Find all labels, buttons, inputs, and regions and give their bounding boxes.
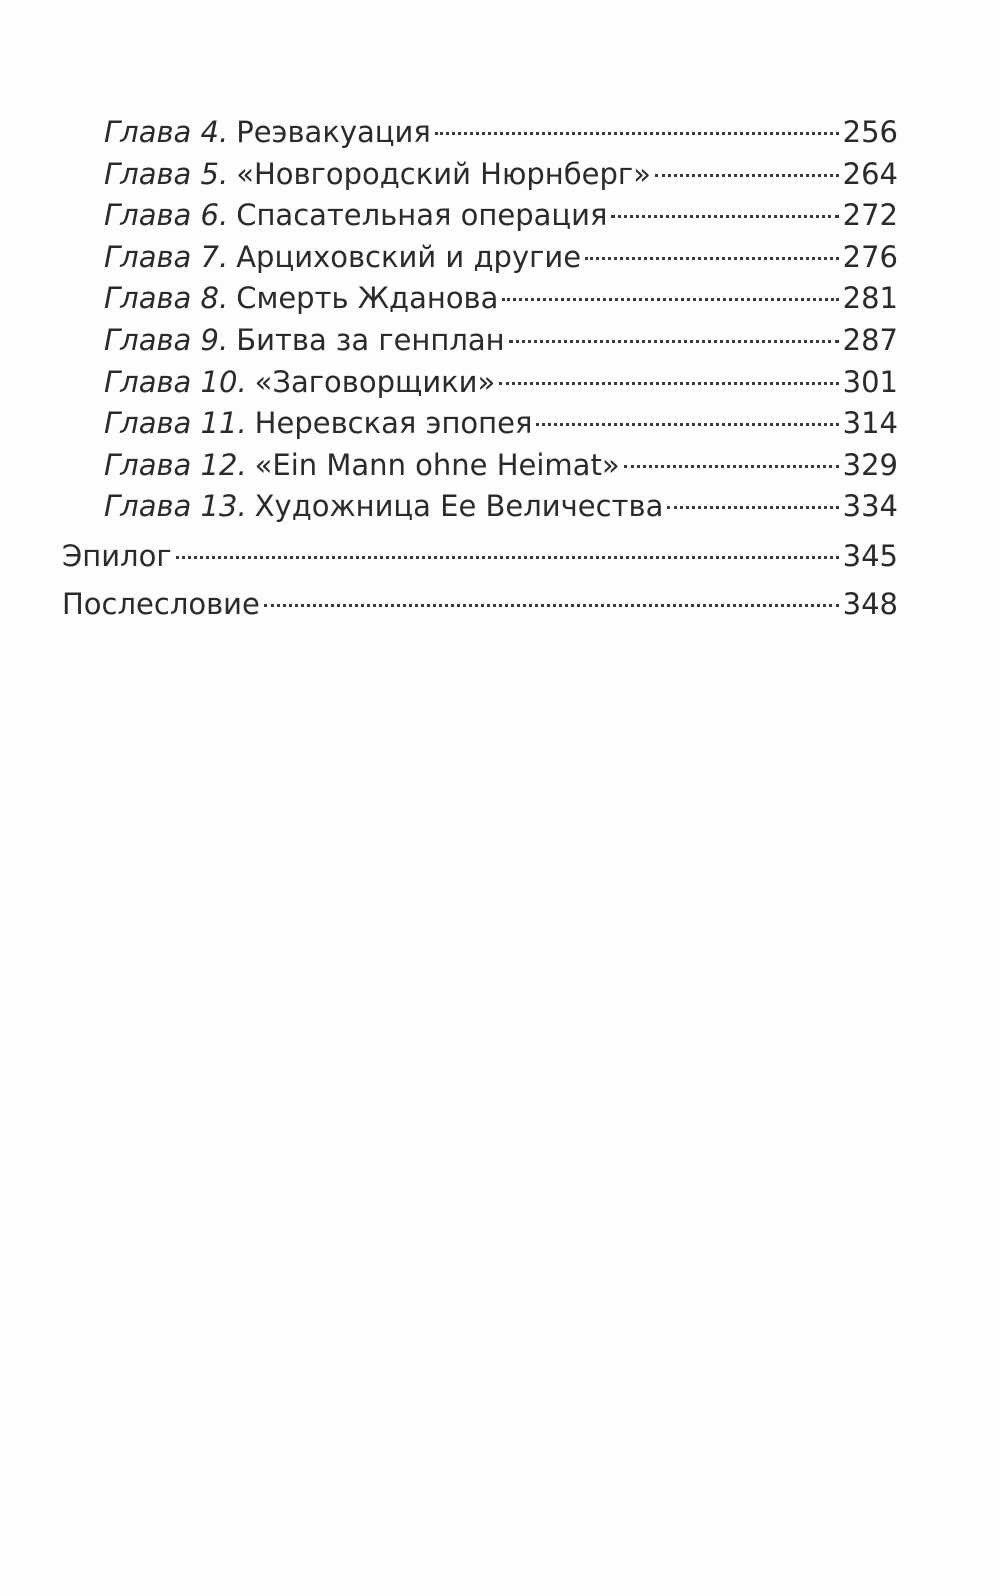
toc-entry-chapter-9	[62, 320, 898, 362]
chapter-title: Художница Ее Величества	[254, 489, 664, 524]
dot-leader	[585, 257, 839, 260]
chapter-title: «Заговорщики»	[254, 364, 496, 399]
toc-entry-chapter-11	[62, 403, 898, 445]
chapter-number: Глава 8.	[104, 281, 229, 316]
toc-entry-afterword	[62, 580, 898, 628]
dot-leader	[509, 340, 839, 343]
chapter-number: Глава 4.	[104, 115, 229, 149]
chapter-title: Спасательная операция	[236, 198, 608, 233]
chapter-number: Глава 9.	[104, 322, 229, 357]
toc-entry-chapter-6	[62, 195, 898, 237]
toc-entry-chapter-10	[62, 362, 898, 404]
page-number: 329	[842, 447, 898, 482]
chapter-number: Глава 7.	[104, 239, 229, 274]
toc-entry-chapter-7	[62, 237, 898, 279]
dot-leader	[536, 423, 838, 426]
toc-entry-epilogue	[62, 532, 898, 580]
page-number: 301	[842, 364, 898, 399]
chapter-number: Глава 10.	[104, 364, 247, 399]
page-number: 334	[842, 489, 898, 524]
chapter-title: Арциховский и другие	[236, 239, 582, 274]
dot-leader	[499, 382, 838, 385]
chapter-title: Реэвакуация	[236, 115, 431, 149]
toc-entry-chapter-5	[62, 154, 898, 196]
chapter-title: Битва за генплан	[236, 322, 505, 357]
chapter-number: Глава 6.	[104, 198, 229, 233]
table-of-contents	[62, 112, 898, 628]
dot-leader	[624, 465, 839, 468]
toc-entry-chapter-12	[62, 445, 898, 487]
dot-leader	[435, 132, 839, 135]
page-number: 281	[842, 281, 898, 316]
dot-leader	[176, 556, 839, 559]
page-number: 348	[842, 586, 898, 621]
dot-leader	[655, 174, 839, 177]
toc-entry-chapter-13	[62, 486, 898, 528]
page-number: 345	[842, 538, 898, 573]
chapter-title: Неревская эпопея	[254, 406, 533, 441]
page-number: 272	[842, 198, 898, 233]
chapter-title: «Новгородский Нюрнберг»	[236, 156, 651, 191]
chapter-number: Глава 13.	[104, 489, 247, 524]
page-number: 264	[842, 156, 898, 191]
section-title: Эпилог	[62, 538, 172, 573]
section-title: Послесловие	[62, 586, 260, 621]
chapter-number: Глава 5.	[104, 156, 229, 191]
page-number: 287	[842, 322, 898, 357]
page-number: 256	[842, 115, 898, 149]
dot-leader	[667, 506, 838, 509]
toc-entry-chapter-4	[62, 112, 898, 154]
chapter-title: Смерть Жданова	[236, 281, 499, 316]
chapter-title: «Ein Mann ohne Heimat»	[254, 447, 620, 482]
dot-leader	[502, 298, 838, 301]
page-number: 276	[842, 239, 898, 274]
chapter-number: Глава 11.	[104, 406, 247, 441]
dot-leader	[264, 604, 839, 607]
toc-entry-chapter-8	[62, 278, 898, 320]
dot-leader	[611, 215, 838, 218]
chapter-number: Глава 12.	[104, 447, 247, 482]
page-number: 314	[842, 406, 898, 441]
